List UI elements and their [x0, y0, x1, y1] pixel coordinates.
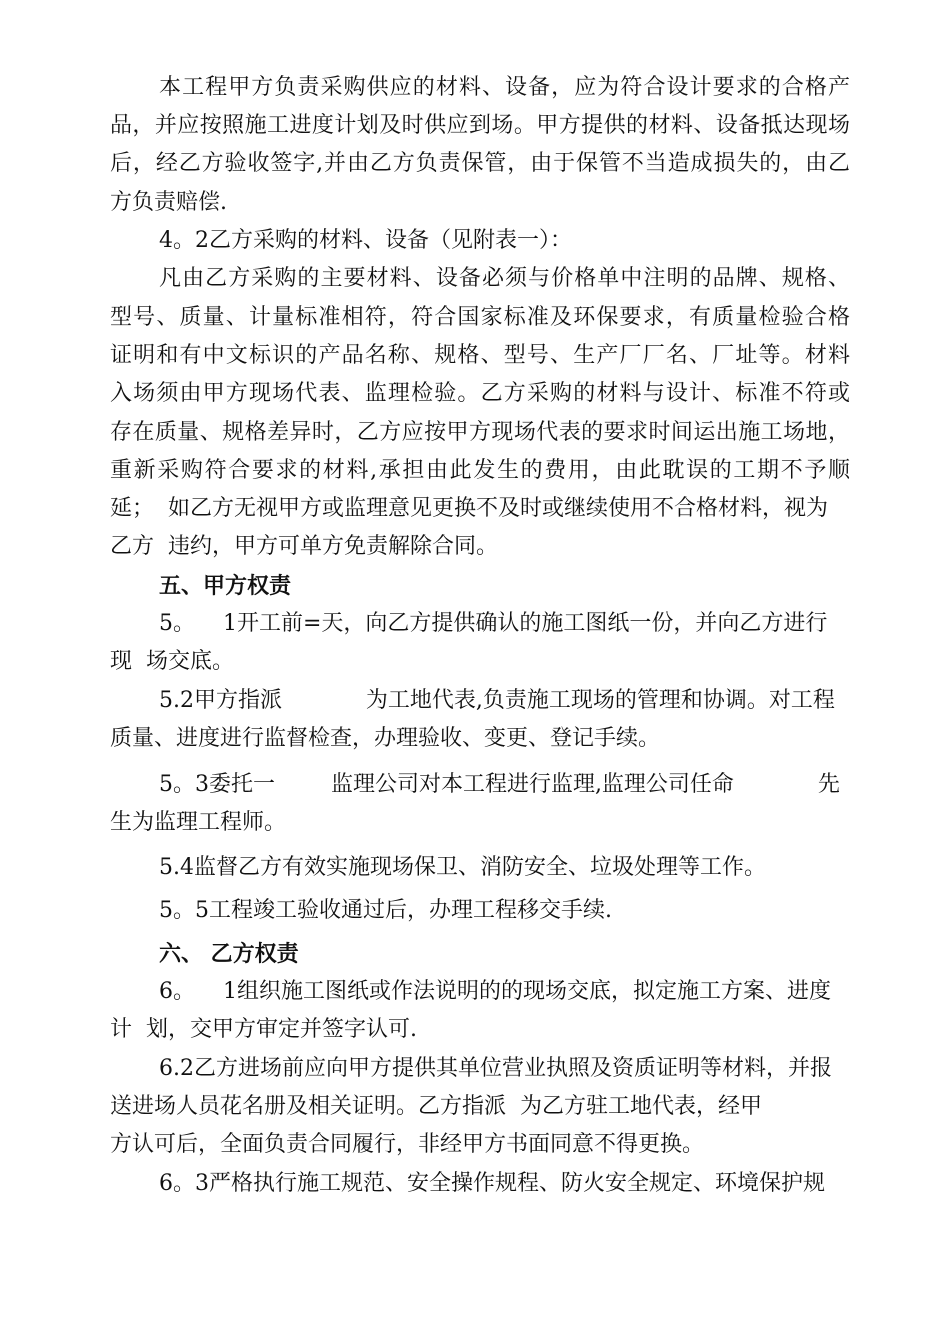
body-line: 本工程甲方负责采购供应的材料、设备，应为符合设计要求的合格产	[159, 75, 850, 100]
body-line: 5。 1开工前=天，向乙方提供确认的施工图纸一份，并向乙方进行	[159, 611, 828, 636]
section-heading: 五、甲方权责	[159, 573, 292, 599]
body-line: 5.2甲方指派 为工地代表,负责施工现场的管理和协调。对工程	[159, 688, 835, 713]
body-line: 型号、质量、计量标准相符，符合国家标准及环保要求，有质量检验合格	[110, 305, 850, 330]
body-line: 存在质量、规格差异时，乙方应按甲方现场代表的要求时间运出施工场地，	[110, 420, 850, 445]
body-line: 6.2乙方进场前应向甲方提供其单位营业执照及资质证明等材料，并报	[159, 1056, 832, 1081]
body-line: 送进场人员花名册及相关证明。乙方指派 为乙方驻工地代表，经甲	[110, 1094, 762, 1119]
body-line: 生为监理工程师。	[110, 810, 287, 835]
body-line: 5。5工程竣工验收通过后，办理工程移交手续.	[159, 898, 612, 923]
body-line: 乙方 违约，甲方可单方免责解除合同。	[110, 534, 498, 559]
body-line: 延； 如乙方无视甲方或监理意见更换不及时或继续使用不合格材料，视为	[110, 496, 828, 521]
body-line: 4。2乙方采购的材料、设备（见附表一）：	[159, 228, 572, 253]
body-line: 6。 1组织施工图纸或作法说明的的现场交底，拟定施工方案、进度	[159, 979, 831, 1004]
section-heading: 六、 乙方权责	[159, 941, 299, 967]
body-line: 6。3严格执行施工规范、安全操作规程、防火安全规定、环境保护规	[159, 1171, 825, 1196]
body-line: 质量、进度进行监督检查，办理验收、变更、登记手续。	[110, 726, 661, 751]
body-line: 现 场交底。	[110, 649, 234, 674]
body-line: 品，并应按照施工进度计划及时供应到场。甲方提供的材料、设备抵达现场	[110, 113, 850, 138]
body-line: 重新采购符合要求的材料,承担由此发生的费用，由此耽误的工期不予顺	[110, 458, 850, 483]
body-line: 5。3委托一 监理公司对本工程进行监理,监理公司任命 先	[159, 772, 840, 797]
body-line: 后，经乙方验收签字,并由乙方负责保管，由于保管不当造成损失的，由乙	[110, 151, 850, 176]
body-line: 入场须由甲方现场代表、监理检验。乙方采购的材料与设计、标准不符或	[110, 381, 850, 406]
body-line: 方负责赔偿.	[110, 190, 227, 215]
body-line: 5.4监督乙方有效实施现场保卫、消防安全、垃圾处理等工作。	[159, 855, 766, 880]
body-line: 计 划，交甲方审定并签字认可.	[110, 1017, 417, 1042]
body-line: 证明和有中文标识的产品名称、规格、型号、生产厂厂名、厂址等。材料	[110, 343, 850, 368]
body-line: 方认可后，全面负责合同履行，非经甲方书面同意不得更换。	[110, 1132, 705, 1157]
body-line: 凡由乙方采购的主要材料、设备必须与价格单中注明的品牌、规格、	[159, 266, 850, 291]
